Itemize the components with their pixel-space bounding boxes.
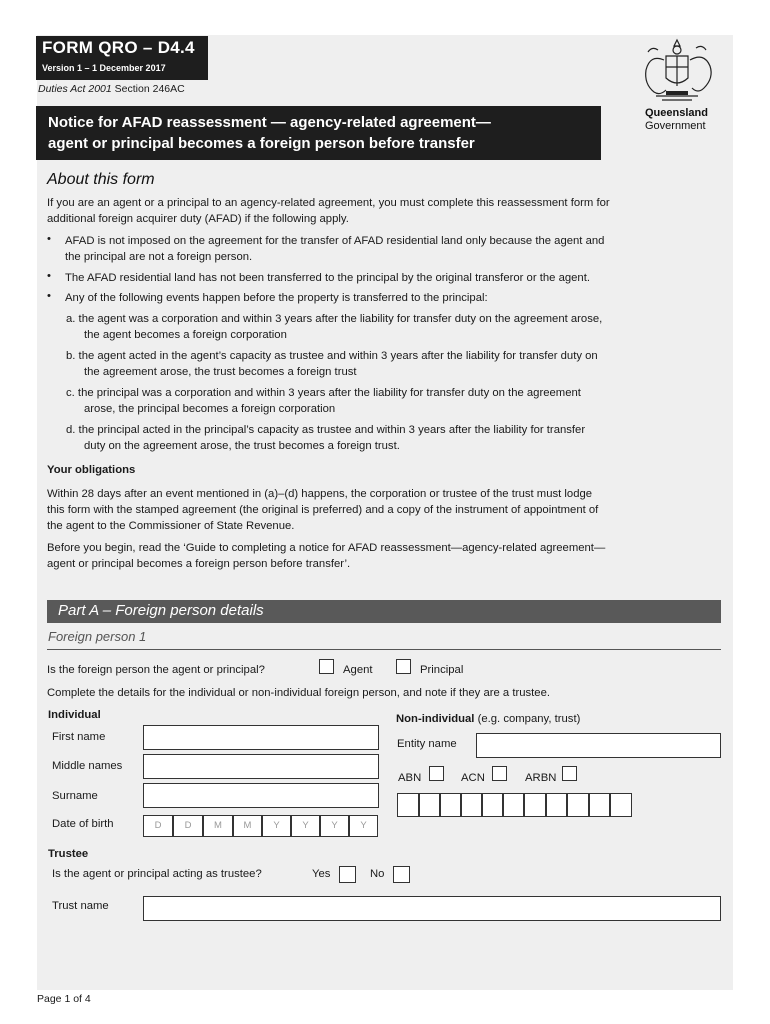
- about-heading: About this form: [47, 171, 155, 188]
- entity-name-field[interactable]: [476, 733, 721, 758]
- number-cell[interactable]: [524, 793, 546, 817]
- obligations-p1-line3: the agent to the Commissioner of State Revenue.: [47, 520, 295, 532]
- foreign-person-1-heading: Foreign person 1: [48, 629, 147, 644]
- dob-cell[interactable]: Y: [320, 815, 349, 837]
- trustee-question: Is the agent or principal acting as trustee?: [52, 868, 262, 880]
- acn-label: ACN: [461, 772, 485, 784]
- dob-cell[interactable]: Y: [262, 815, 291, 837]
- form-code-block: [36, 36, 208, 80]
- dob-cell[interactable]: M: [203, 815, 233, 837]
- agent-label: Agent: [343, 664, 373, 676]
- non-individual-title: Non-individual: [396, 713, 475, 725]
- entity-name-label: Entity name: [397, 738, 457, 750]
- obligations-p1-line1: Within 28 days after an event mentioned in (a)–(d) happens, the corporation or trustee of the trust must lodge: [47, 488, 593, 500]
- trust-name-label: Trust name: [52, 900, 109, 912]
- middle-names-field[interactable]: [143, 754, 379, 779]
- principal-checkbox[interactable]: [396, 659, 411, 674]
- abn-checkbox[interactable]: [429, 766, 444, 781]
- non-individual-note: (e.g. company, trust): [474, 713, 581, 725]
- number-cell[interactable]: [589, 793, 610, 817]
- act-name: Duties Act 2001: [38, 83, 112, 95]
- date-of-birth-label: Date of birth: [52, 818, 114, 830]
- dob-cell[interactable]: M: [233, 815, 262, 837]
- first-name-field[interactable]: [143, 725, 379, 750]
- queensland-crest-logo: [636, 38, 718, 106]
- item-a-line1: a. the agent was a corporation and within 3 years after the liability for transfer duty on the agreement arose,: [66, 313, 603, 325]
- agent-or-principal-question: Is the foreign person the agent or principal?: [47, 664, 265, 676]
- surname-field[interactable]: [143, 783, 379, 808]
- number-cell[interactable]: [546, 793, 567, 817]
- bullet1-line1: AFAD is not imposed on the agreement for the transfer of AFAD residential land only because the agent and: [65, 235, 605, 247]
- bullet1-line2: the principal are not a foreign person.: [65, 251, 253, 263]
- item-b-line2: the agreement arose, the trust becomes a foreign trust: [84, 366, 357, 378]
- gov-name-line2: Government: [645, 120, 706, 132]
- item-c-line2: arose, the principal becomes a foreign corporation: [84, 403, 336, 415]
- form-version: Version 1 – 1 December 2017: [42, 63, 166, 73]
- form-title: [36, 106, 601, 160]
- page-number: Page 1 of 4: [37, 993, 91, 1005]
- agent-checkbox[interactable]: [319, 659, 334, 674]
- principal-label: Principal: [420, 664, 464, 676]
- middle-names-label: Middle names: [52, 760, 123, 772]
- item-a-line2: the agent becomes a foreign corporation: [84, 329, 287, 341]
- no-label: No: [370, 868, 385, 880]
- trustee-no-checkbox[interactable]: [393, 866, 410, 883]
- form-title-line1: Notice for AFAD reassessment — agency-related agreement—: [48, 114, 491, 131]
- intro-line2: additional foreign acquirer duty (AFAD) if the following apply.: [47, 213, 349, 225]
- number-cell[interactable]: [503, 793, 524, 817]
- bullet3: Any of the following events happen before the property is transferred to the principal:: [65, 292, 488, 304]
- arbn-label: ARBN: [525, 772, 557, 784]
- number-cell[interactable]: [567, 793, 589, 817]
- item-b-line1: b. the agent acted in the agent’s capacity as trustee and within 3 years after the liability for transfer duty on: [66, 350, 598, 362]
- number-cell[interactable]: [610, 793, 632, 817]
- complete-details-instruction: Complete the details for the individual or non-individual foreign person, and note if they are a trustee.: [47, 687, 551, 699]
- yes-label: Yes: [312, 868, 331, 880]
- intro-line1: If you are an agent or a principal to an agency-related agreement, you must complete this reassessment form for: [47, 197, 610, 209]
- number-cell[interactable]: [482, 793, 503, 817]
- act-reference: [38, 83, 185, 95]
- form-code: FORM QRO – D4.4: [42, 38, 195, 57]
- individual-heading: Individual: [48, 709, 101, 721]
- part-a-title: Part A – Foreign person details: [58, 602, 264, 619]
- act-section: Section 246AC: [111, 83, 185, 95]
- item-d-line1: d. the principal acted in the principal’s capacity as trustee and within 3 years after the liability for transfer: [66, 424, 586, 436]
- trustee-yes-checkbox[interactable]: [339, 866, 356, 883]
- trust-name-field[interactable]: [143, 896, 721, 921]
- obligations-p1-line2: this form with the stamped agreement (the original is preferred) and a copy of the instrument of appointment of: [47, 504, 599, 516]
- bullet2: The AFAD residential land has not been transferred to the principal by the original transferor or the agent.: [65, 272, 590, 284]
- item-d-line2: duty on the agreement arose, the trust becomes a foreign trust.: [84, 440, 400, 452]
- number-cell[interactable]: [440, 793, 461, 817]
- number-cell[interactable]: [397, 793, 419, 817]
- acn-checkbox[interactable]: [492, 766, 507, 781]
- dob-cell[interactable]: Y: [349, 815, 378, 837]
- item-c-line1: c. the principal was a corporation and within 3 years after the liability for transfer duty on the agreement: [66, 387, 581, 399]
- obligations-p2-line2: agent or principal becomes a foreign person before transfer’.: [47, 558, 351, 570]
- arbn-checkbox[interactable]: [562, 766, 577, 781]
- bullet-icon: •: [47, 290, 51, 302]
- first-name-label: First name: [52, 731, 106, 743]
- abn-label: ABN: [398, 772, 422, 784]
- bullet-icon: •: [47, 270, 51, 282]
- dob-cell[interactable]: Y: [291, 815, 320, 837]
- obligations-heading: Your obligations: [47, 464, 136, 476]
- trustee-heading: Trustee: [48, 848, 89, 860]
- form-title-line2: agent or principal becomes a foreign person before transfer: [48, 135, 475, 152]
- section-divider: [47, 649, 721, 650]
- surname-label: Surname: [52, 790, 98, 802]
- part-a-header: [47, 600, 721, 623]
- number-cell[interactable]: [461, 793, 482, 817]
- non-individual-heading: [396, 713, 580, 725]
- number-cell[interactable]: [419, 793, 440, 817]
- dob-cell[interactable]: D: [143, 815, 173, 837]
- gov-name-line1: Queensland: [645, 107, 708, 119]
- bullet-icon: •: [47, 233, 51, 245]
- obligations-p2-line1: Before you begin, read the ‘Guide to completing a notice for AFAD reassessment—agency-related agreement—: [47, 542, 606, 554]
- dob-cell[interactable]: D: [173, 815, 203, 837]
